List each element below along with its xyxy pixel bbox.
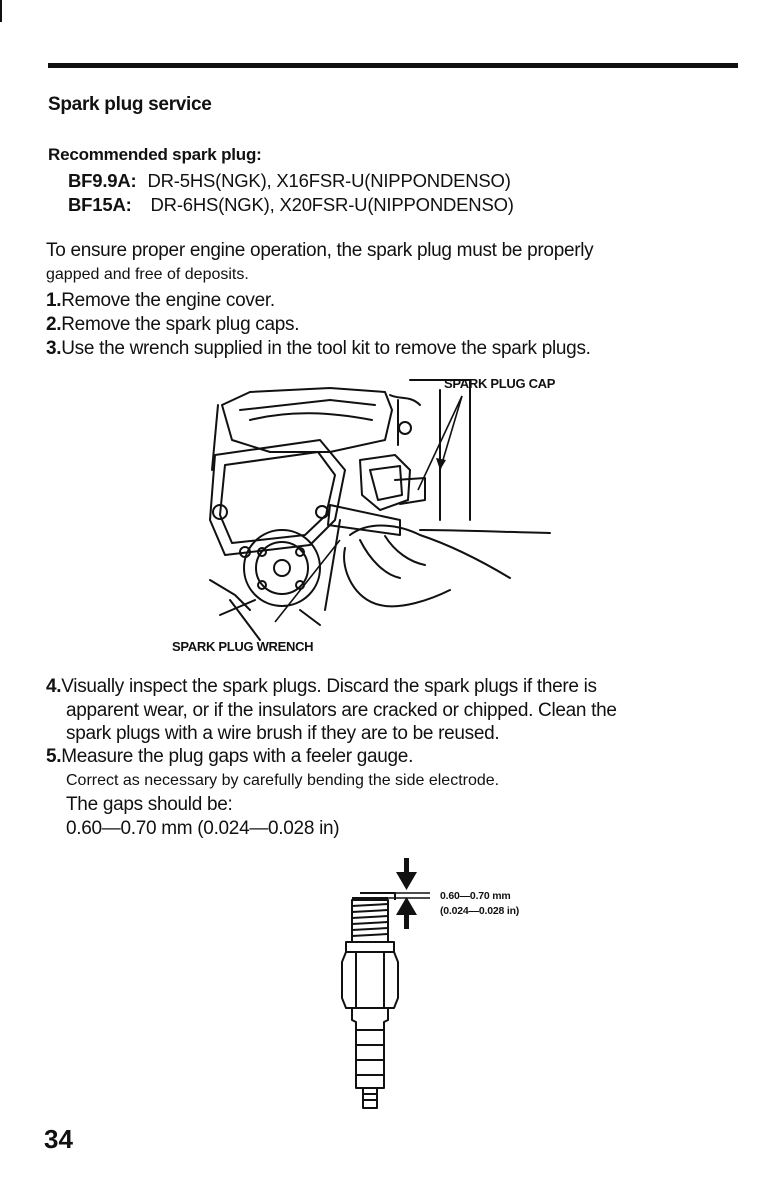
step-number: 1.: [46, 290, 62, 311]
intro-text: gapped and free of deposits.: [46, 266, 249, 283]
model-name: BF15A:: [68, 194, 132, 215]
step-text: The gaps should be:: [66, 794, 233, 815]
step-text: Remove the spark plug caps.: [61, 314, 300, 335]
gap-note-mm: 0.60—0.70 mm: [440, 890, 511, 902]
model-name: BF9.9A:: [68, 170, 137, 191]
step-number: 5.: [46, 746, 62, 767]
step-number: 2.: [46, 314, 62, 335]
step-text: Use the wrench supplied in the tool kit to remove the spark plugs.: [61, 338, 591, 359]
step-note: Correct as necessary by carefully bending the side electrode.: [66, 772, 500, 789]
label-spark-plug-wrench: SPARK PLUG WRENCH: [172, 639, 314, 654]
page-number: 34: [44, 1124, 73, 1154]
section-title: Spark plug service: [48, 94, 212, 115]
step-text: apparent wear, or if the insulators are cracked or chipped. Clean the: [66, 700, 617, 721]
gap-note-in: (0.024—0.028 in): [440, 905, 520, 917]
step-text: Measure the plug gaps with a feeler gauge.: [61, 746, 414, 767]
gap-spec: 0.60—0.70 mm (0.024—0.028 in): [66, 818, 340, 839]
step-text: Visually inspect the spark plugs. Discard the spark plugs if there is: [61, 676, 597, 697]
step-text: spark plugs with a wire brush if they are to be reused.: [66, 723, 500, 744]
step-number: 3.: [46, 338, 62, 359]
recommended-heading: Recommended spark plug:: [48, 145, 262, 164]
step-number: 4.: [46, 676, 62, 697]
label-spark-plug-cap: SPARK PLUG CAP: [444, 376, 556, 391]
step-text: Remove the engine cover.: [61, 290, 275, 311]
model-plugs: DR-6HS(NGK), X20FSR-U(NIPPONDENSO): [150, 194, 514, 215]
intro-text: To ensure proper engine operation, the spark plug must be properly: [46, 240, 594, 261]
model-plugs: DR-5HS(NGK), X16FSR-U(NIPPONDENSO): [147, 170, 511, 191]
